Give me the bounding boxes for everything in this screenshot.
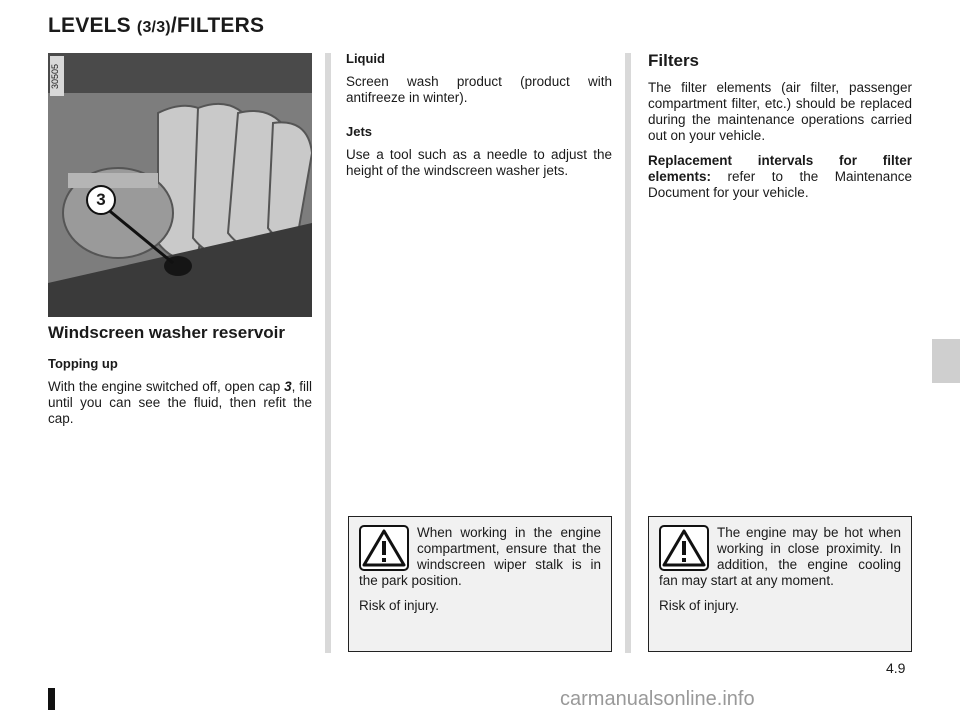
corner-mark [48, 688, 55, 710]
paragraph-jets: Use a tool such as a needle to adjust the height of the windscreen washer jets. [346, 147, 612, 178]
subheading-topping-up: Topping up [48, 356, 118, 371]
subheading-liquid: Liquid [346, 51, 385, 66]
chapter-tab [932, 339, 960, 383]
paragraph-topping-up: With the engine switched off, open cap 3, fill until you can see the fluid, then refit the cap. [48, 379, 312, 426]
callout-3: 3 [86, 185, 116, 215]
page-title: LEVELS (3/3)/FILTERS [48, 14, 265, 37]
warning-text-wiper: When working in the engine compartment, ensure that the windscreen wiper stalk is in the park position. [359, 525, 601, 588]
warning-box-wiper [348, 516, 612, 652]
warning-risk-engine: Risk of injury. [659, 598, 740, 613]
paragraph-filters: The filter elements (air filter, passenger compartment filter, etc.) should be replaced during the maintenance operations carried out on your vehicle. [648, 80, 912, 143]
column-divider-left [325, 53, 331, 653]
watermark: carmanualsonline.info [560, 688, 755, 710]
warning-text-engine: The engine may be hot when working in close proximity. In addition, the engine cooling fan may start at any moment. [659, 525, 901, 588]
warning-risk-wiper: Risk of injury. [359, 598, 440, 613]
paragraph-intervals: Replacement intervals for filter elements: refer to the Maintenance Document for your vehicle. [648, 153, 912, 200]
engine-photo [48, 53, 312, 317]
column-divider-right [625, 53, 631, 653]
engine-illustration [48, 53, 312, 317]
warning-triangle-icon [359, 525, 409, 571]
section-heading-filters: Filters [648, 51, 700, 70]
paragraph-liquid: Screen wash product (product with antifreeze in winter). [346, 74, 612, 105]
warning-box-engine [648, 516, 912, 652]
warning-triangle-icon [659, 525, 709, 571]
figure-id: 30505 [50, 56, 64, 96]
page-number: 4.9 [886, 660, 906, 676]
subheading-jets: Jets [346, 124, 373, 139]
section-heading-washer: Windscreen washer reservoir [48, 323, 286, 342]
